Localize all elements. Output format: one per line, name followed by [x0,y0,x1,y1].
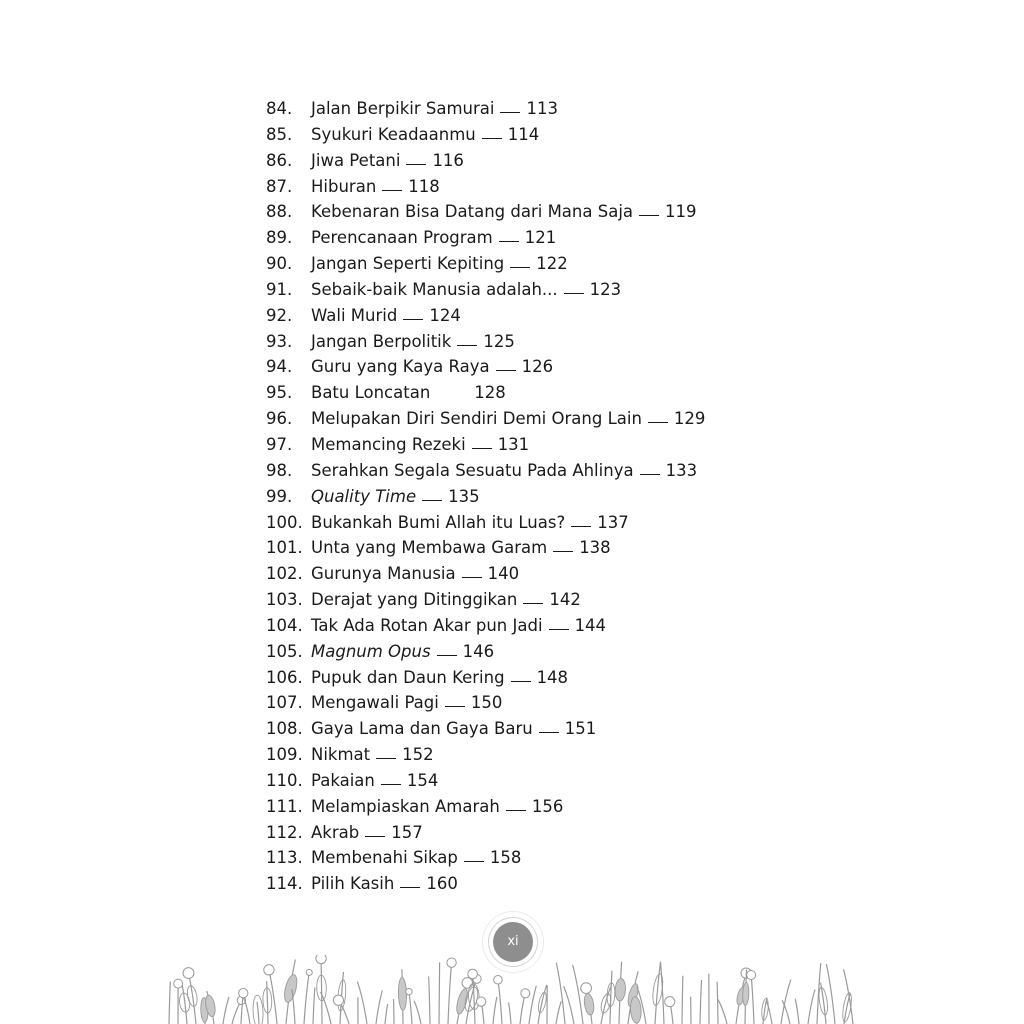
table-of-contents [266,96,826,897]
toc-leader-line [437,655,457,656]
toc-entry-number: 100. [266,512,303,532]
toc-entry-title: Unta yang Membawa Garam [311,538,548,558]
toc-entry-number: 96. [266,409,293,429]
toc-entry-title: Gaya Lama dan Gaya Baru [311,719,533,739]
toc-entry-page: 148 [536,667,569,687]
toc-entry [266,484,826,510]
toc-entry-title: Bukankah Bumi Allah itu Luas? [311,512,566,532]
toc-leader-line [365,836,385,837]
toc-entry-title: Derajat yang Ditinggikan [311,590,518,610]
toc-entry [266,535,826,561]
toc-entry [266,587,826,613]
toc-entry [266,432,826,458]
toc-entry-number: 107. [266,693,303,713]
toc-entry-page: 140 [487,564,520,584]
toc-leader-line [506,810,526,811]
toc-entry-page: 135 [448,486,480,506]
page-number: xi [507,934,519,949]
toc-entry-title: Syukuri Keadaanmu [311,124,476,144]
toc-leader-line [482,138,502,139]
toc-leader-line [472,448,492,449]
toc-entry [266,613,826,639]
toc-leader-line [571,526,591,527]
toc-entry-page: 131 [497,434,530,454]
toc-leader-line [510,267,530,268]
toc-entry-title: Batu Loncatan [311,383,431,403]
toc-entry-page: 128 [474,383,506,403]
toc-entry [266,329,826,355]
toc-entry-title: Hiburan [311,176,377,196]
toc-entry-title: Jalan Berpikir Samurai [311,99,495,118]
toc-leader-line [403,319,423,320]
toc-entry [266,277,826,303]
toc-entry-page: 150 [470,693,503,713]
toc-entry-page: 124 [429,305,461,325]
toc-entry-number: 93. [266,331,293,351]
toc-entry-page: 137 [597,512,629,532]
toc-entry-page: 114 [507,124,540,144]
toc-entry-number: 105. [266,641,303,661]
toc-leader-line [457,345,477,346]
toc-entry-page: 160 [426,874,458,894]
toc-entry [266,380,826,406]
toc-entry-number: 88. [266,202,293,222]
toc-leader-line [640,474,660,475]
toc-entry [266,742,826,768]
toc-entry-page: 129 [673,409,706,429]
toc-entry-number: 89. [266,228,293,248]
toc-entry-number: 95. [266,383,293,403]
toc-entry-title: Jangan Berpolitik [311,331,452,351]
toc-leader-line [464,861,484,862]
toc-entry [266,845,826,871]
toc-entry [266,199,826,225]
toc-entry [266,458,826,484]
toc-entry-title: Melampiaskan Amarah [311,796,500,816]
toc-entry-page: 138 [579,538,611,558]
toc-entry-page: 151 [564,719,597,739]
toc-entry [266,148,826,174]
floral-grass-border-icon [165,955,860,1024]
toc-entry-page: 157 [391,822,423,842]
toc-entry-number: 114. [266,874,303,894]
toc-entry [266,690,826,716]
toc-entry-number: 99. [266,486,293,506]
toc-entry-title: Nikmat [311,745,371,765]
toc-entry [266,665,826,691]
toc-entry-number: 92. [266,305,293,325]
toc-entry-title: Quality Time [311,486,417,506]
toc-entry-number: 111. [266,796,303,816]
toc-leader-line [523,603,543,604]
toc-entry [266,406,826,432]
toc-entry-page: 119 [665,202,697,222]
toc-leader-line [382,190,402,191]
toc-entry-number: 97. [266,434,293,454]
toc-entry [266,794,826,820]
toc-entry-number: 94. [266,357,293,377]
toc-entry-number: 113. [266,848,303,868]
toc-entry [266,303,826,329]
toc-entry-page: 118 [408,176,440,196]
toc-entry [266,561,826,587]
toc-leader-line [462,577,482,578]
toc-entry-number: 109. [266,745,303,765]
toc-entry-title: Memancing Rezeki [311,434,466,454]
toc-entry [266,122,826,148]
toc-entry-number: 112. [266,822,303,842]
toc-leader-line [499,241,519,242]
toc-entry [266,716,826,742]
toc-entry-number: 103. [266,590,303,610]
toc-entry-title: Sebaik-baik Manusia adalah... [311,279,558,299]
toc-leader-line [549,629,569,630]
toc-entry-title: Kebenaran Bisa Datang dari Mana Saja [311,202,634,222]
toc-entry-page: 158 [489,848,522,868]
toc-entry-number: 85. [266,124,293,144]
toc-entry-number: 84. [266,99,293,118]
toc-leader-line [376,758,396,759]
toc-leader-line [539,732,559,733]
toc-leader-line [436,396,468,397]
toc-entry-page: 152 [402,745,434,765]
toc-leader-line [422,500,442,501]
toc-entry-number: 104. [266,615,303,635]
toc-entry-title: Magnum Opus [311,641,431,661]
toc-entry-number: 102. [266,564,303,584]
toc-entry-page: 156 [531,796,564,816]
toc-entry-page: 123 [589,279,622,299]
toc-entry-title: Pilih Kasih [311,874,395,894]
toc-entry-title: Serahkan Segala Sesuatu Pada Ahlinya [311,460,634,480]
toc-entry-number: 98. [266,460,293,480]
toc-entry [266,225,826,251]
toc-entry-number: 108. [266,719,303,739]
toc-entry-title: Akrab [311,822,360,842]
toc-entry-page: 154 [406,770,439,790]
toc-leader-line [496,370,516,371]
toc-entry [266,510,826,536]
toc-entry-page: 146 [462,641,495,661]
toc-entry-title: Mengawali Pagi [311,693,439,713]
toc-leader-line [511,681,531,682]
toc-entry-title: Melupakan Diri Sendiri Demi Orang Lain [311,409,642,429]
toc-leader-line [445,706,465,707]
toc-entry-number: 106. [266,667,303,687]
toc-entry-page: 133 [665,460,698,480]
toc-entry-page: 125 [483,331,515,351]
toc-entry-number: 86. [266,150,293,170]
toc-entry [266,96,826,122]
toc-entry-title: Pakaian [311,770,375,790]
toc-entry-title: Wali Murid [311,305,398,325]
toc-entry [266,639,826,665]
toc-leader-line [406,164,426,165]
toc-entry-title: Tak Ada Rotan Akar pun Jadi [311,615,543,635]
toc-entry-page: 126 [521,357,554,377]
toc-entry-number: 87. [266,176,293,196]
toc-entry-title: Perencanaan Program [311,228,493,248]
toc-entry [266,354,826,380]
toc-entry-number: 110. [266,770,303,790]
toc-entry-title: Pupuk dan Daun Kering [311,667,505,687]
toc-leader-line [648,422,668,423]
toc-entry-page: 116 [432,150,464,170]
toc-entry [266,251,826,277]
toc-entry [266,820,826,846]
toc-entry-title: Guru yang Kaya Raya [311,357,490,377]
toc-leader-line [553,551,573,552]
toc-leader-line [500,112,520,113]
toc-leader-line [400,887,420,888]
toc-entry-number: 90. [266,254,293,274]
toc-entry-page: 121 [524,228,557,248]
toc-entry [266,174,826,200]
toc-entry-title: Jangan Seperti Kepiting [311,254,505,274]
toc-entry-page: 142 [549,590,581,610]
toc-entry [266,768,826,794]
toc-entry-page: 122 [536,254,568,274]
toc-entry-page: 113 [526,99,558,118]
toc-entry-number: 101. [266,538,303,558]
toc-leader-line [381,784,401,785]
toc-entry-title: Membenahi Sikap [311,848,458,868]
toc-entry-title: Gurunya Manusia [311,564,456,584]
toc-entry-number: 91. [266,279,293,299]
toc-entry [266,871,826,897]
toc-entry-title: Jiwa Petani [311,150,401,170]
toc-leader-line [564,293,584,294]
toc-entry-page: 144 [574,615,607,635]
toc-leader-line [639,215,659,216]
